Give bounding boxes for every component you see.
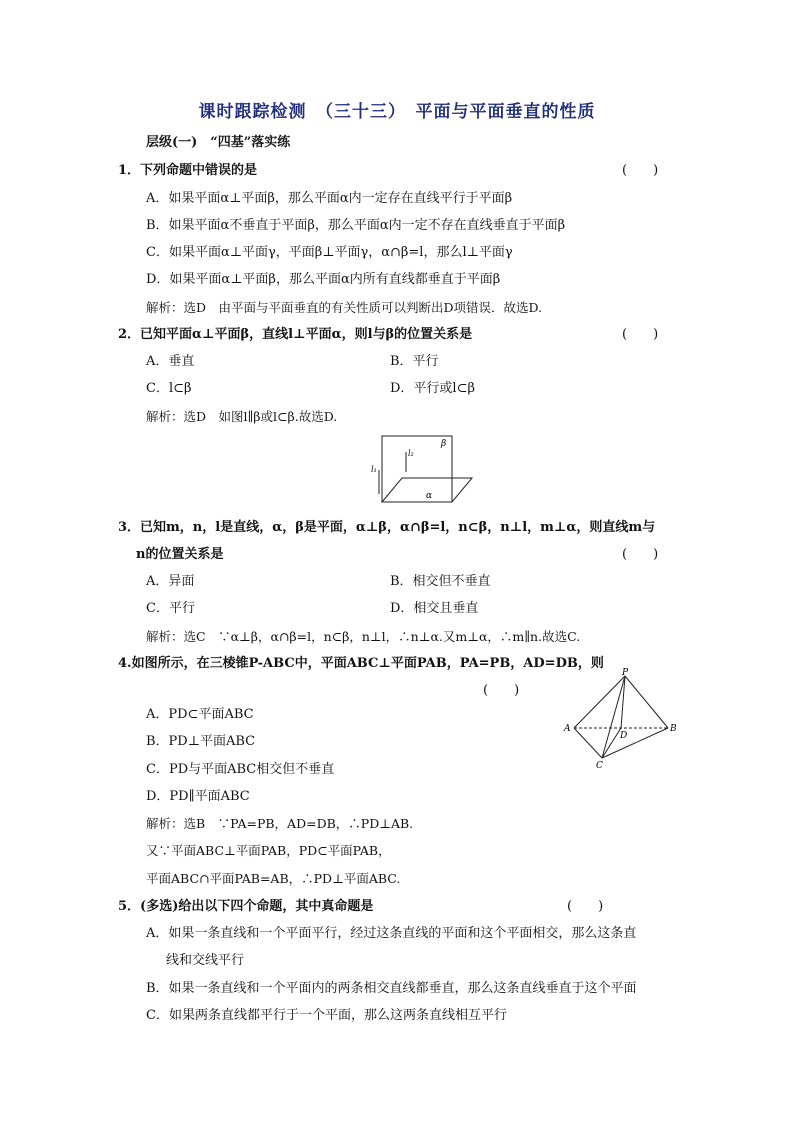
q1-analysis: 解析：选D 由平面与平面垂直的有关性质可以判断出D项错误．故选D.: [146, 300, 543, 315]
q1-option-c: C．如果平面α⊥平面γ，平面β⊥平面γ，α∩β=l，那么l⊥平面γ: [146, 245, 513, 260]
q5-option-a-line2: 线和交线平行: [166, 953, 245, 968]
q2-option-a: A．垂直: [146, 354, 195, 369]
q3-answer-paren: ( ): [622, 547, 659, 562]
q2-stem: 2．已知平面α⊥平面β，直线l⊥平面α，则l与β的位置关系是: [118, 327, 473, 342]
q4-option-d: D．PD∥平面ABC: [146, 789, 250, 804]
q3-option-b: B．相交但不垂直: [390, 574, 491, 589]
q2-fig-beta-label: β: [441, 439, 447, 449]
q5-option-a-line1: A．如果一条直线和一个平面平行，经过这条直线的平面和这个平面相交，那么这条直: [146, 926, 637, 941]
q4-answer-paren: ( ): [483, 683, 520, 698]
q4-analysis-line2: 又∵平面ABC⊥平面PAB，PD⊂平面PAB，: [146, 843, 391, 858]
q4-fig-b-label: B: [670, 724, 677, 734]
level-heading: 层级(一) “四基”落实练: [146, 135, 291, 150]
q3-option-d: D．相交且垂直: [390, 601, 479, 616]
q4-fig-a-label: A: [564, 724, 571, 734]
q1-stem: 1．下列命题中错误的是: [118, 163, 258, 178]
q4-analysis-line3: 平面ABC∩平面PAB=AB，∴PD⊥平面ABC.: [146, 871, 401, 886]
q4-fig-d-label: D: [620, 731, 628, 741]
q2-fig-l2-label: l₂: [408, 449, 414, 458]
page-title: 课时跟踪检测 （三十三） 平面与平面垂直的性质: [198, 102, 596, 122]
q2-figure: [360, 432, 480, 512]
q2-fig-l1-label: l₁: [371, 465, 377, 474]
q2-option-b: B．平行: [390, 354, 439, 369]
q2-option-d: D．平行或l⊂β: [390, 381, 475, 396]
q4-analysis-line1: 解析：选B ∵PA=PB，AD=DB，∴PD⊥AB.: [146, 816, 414, 831]
q5-option-b: B．如果一条直线和一个平面内的两条相交直线都垂直，那么这条直线垂直于这个平面: [146, 981, 637, 996]
q1-option-b: B．如果平面α不垂直于平面β，那么平面α内一定不存在直线垂直于平面β: [146, 218, 566, 233]
q5-stem: 5．(多选)给出以下四个命题，其中真命题是: [118, 899, 374, 914]
q3-analysis: 解析：选C ∵α⊥β，α∩β=l，n⊂β，n⊥l，∴n⊥α.又m⊥α，∴m∥n.故选C.: [146, 629, 581, 644]
q1-option-d: D．如果平面α⊥平面β，那么平面α内所有直线都垂直于平面β: [146, 272, 501, 287]
q1-option-a: A．如果平面α⊥平面β，那么平面α内一定存在直线平行于平面β: [146, 191, 513, 206]
q4-fig-c-label: C: [596, 761, 603, 770]
q4-option-c: C．PD与平面ABC相交但不垂直: [146, 762, 335, 777]
q3-stem-line1: 3．已知m，n，l是直线，α，β是平面，α⊥β，α∩β=l，n⊂β，n⊥l，m⊥α，则直线m与: [118, 520, 656, 535]
q4-figure-tetrahedron: [560, 668, 690, 770]
q3-stem-line2: n的位置关系是: [136, 547, 224, 562]
q4-fig-p-label: P: [622, 668, 629, 678]
q4-option-a: A．PD⊂平面ABC: [146, 707, 254, 722]
q5-option-c: C．如果两条直线都平行于一个平面，那么这两条直线相互平行: [146, 1008, 507, 1023]
q2-answer-paren: ( ): [622, 327, 659, 342]
q2-fig-alpha-label: α: [426, 491, 433, 501]
q2-analysis: 解析：选D 如图l∥β或l⊂β.故选D.: [146, 409, 338, 424]
q2-option-c: C．l⊂β: [146, 381, 192, 396]
q1-answer-paren: ( ): [622, 163, 659, 178]
q3-option-c: C．平行: [146, 601, 195, 616]
q5-answer-paren: ( ): [567, 899, 604, 914]
q4-option-b: B．PD⊥平面ABC: [146, 734, 256, 749]
q4-stem: 4.如图所示，在三棱锥P-ABC中，平面ABC⊥平面PAB，PA=PB，AD=DB，则: [118, 656, 604, 671]
q3-option-a: A．异面: [146, 574, 195, 589]
